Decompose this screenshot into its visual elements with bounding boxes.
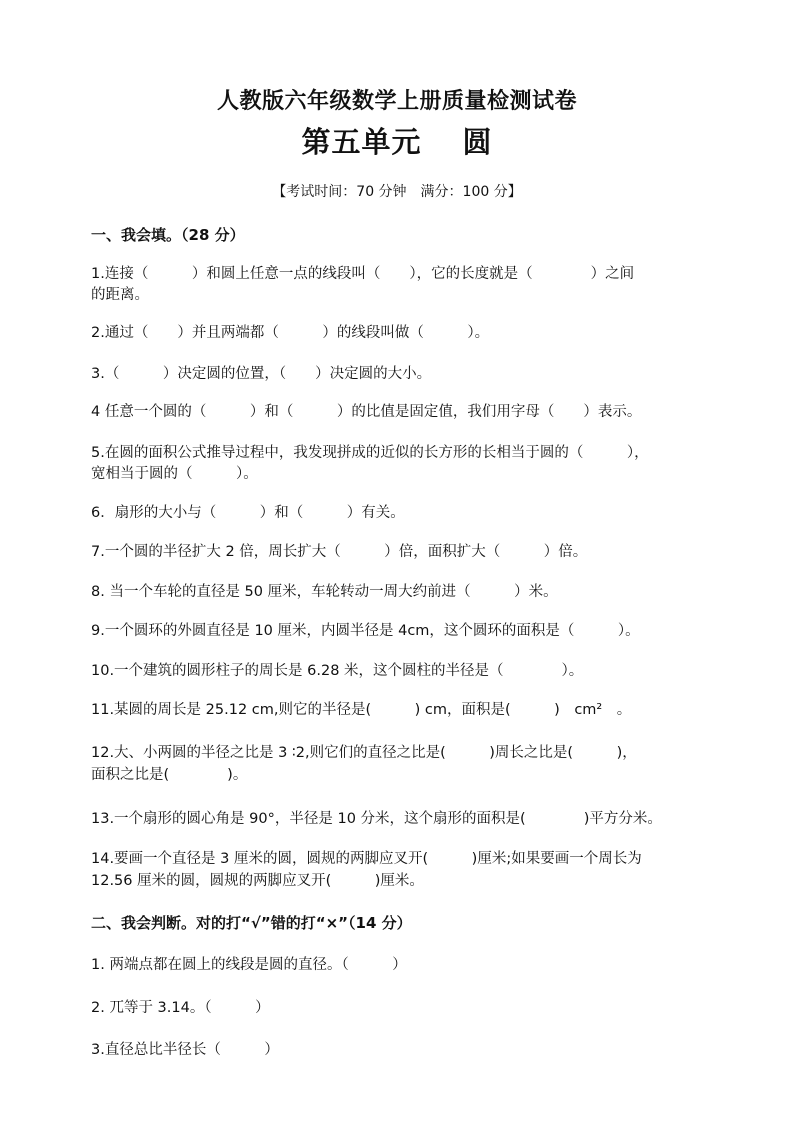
judge-question-2: 2. 兀等于 3.14。（ ）: [91, 1000, 270, 1016]
question-12-line-1: 12.大、小两圆的半径之比是 3 ∶2,则它们的直径之比是( )周长之比是( )，: [91, 745, 637, 761]
question-1-line-2: 的距离。: [91, 287, 149, 303]
question-11: 11.某圆的周长是 25.12 cm,则它的半径是( ) cm，面积是( ) cm² 。: [91, 702, 632, 718]
question-8: 8. 当一个车轮的直径是 50 厘米，车轮转动一周大约前进（ ）米。: [91, 584, 558, 600]
section-1-heading: 一、我会填。（28 分）: [91, 226, 245, 244]
judge-question-1: 1. 两端点都在圆上的线段是圆的直径。（ ）: [91, 957, 407, 973]
question-14-line-1: 14.要画一个直径是 3 厘米的圆，圆规的两脚应叉开( )厘米;如果要画一个周长为: [91, 851, 642, 867]
question-1-line-1: 1.连接（ ）和圆上任意一点的线段叫（ ），它的长度就是（ ）之间: [91, 266, 635, 282]
section-2-heading: 二、我会判断。对的打“√”错的打“×”（14 分）: [91, 914, 412, 932]
question-9: 9.一个圆环的外圆直径是 10 厘米，内圆半径是 4cm，这个圆环的面积是（ ）。: [91, 623, 640, 639]
question-5-line-2: 宽相当于圆的（ ）。: [91, 466, 258, 482]
question-13: 13.一个扇形的圆心角是 90°，半径是 10 分米，这个扇形的面积是( )平方分米。: [91, 811, 662, 827]
exam-title: 人教版六年级数学上册质量检测试卷: [216, 88, 577, 114]
question-3: 3.（ ）决定圆的位置，（ ）决定圆的大小。: [91, 366, 432, 382]
unit-title: 第五单元 圆: [301, 125, 493, 159]
judge-question-3: 3.直径总比半径长（ ）: [91, 1042, 279, 1058]
question-2: 2.通过（ ）并且两端都（ ）的线段叫做（ ）。: [91, 325, 490, 341]
question-10: 10.一个建筑的圆形柱子的周长是 6.28 米，这个圆柱的半径是（ ）。: [91, 663, 584, 679]
question-4: 4 任意一个圆的（ ）和（ ）的比值是固定值，我们用字母（ ）表示。: [91, 404, 642, 420]
question-14-line-2: 12.56 厘米的圆，圆规的两脚应叉开( )厘米。: [91, 873, 424, 889]
question-12-line-2: 面积之比是( )。: [91, 767, 248, 783]
question-7: 7.一个圆的半径扩大 2 倍，周长扩大（ ）倍，面积扩大（ ）倍。: [91, 544, 588, 560]
question-5-line-1: 5.在圆的面积公式推导过程中，我发现拼成的近似的长方形的长相当于圆的（ ），: [91, 445, 649, 461]
exam-info: 【考试时间：70 分钟 满分：100 分】: [272, 184, 522, 200]
question-6: 6．扇形的大小与（ ）和（ ）有关。: [91, 505, 405, 521]
